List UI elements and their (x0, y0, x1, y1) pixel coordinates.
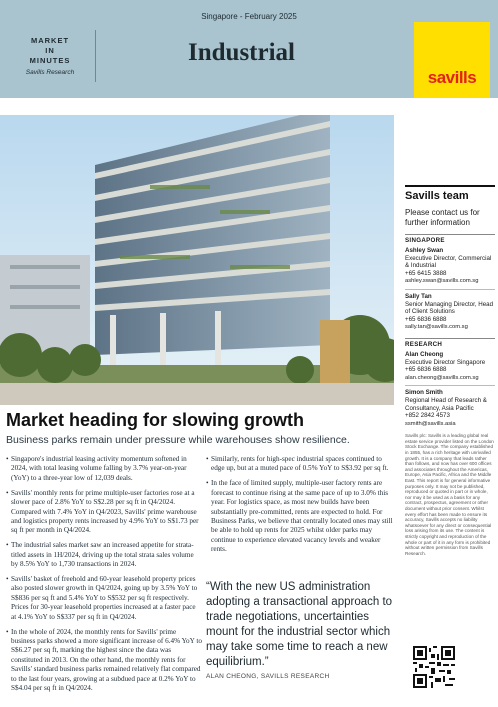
brand-line1: MARKET (30, 36, 70, 45)
header-divider (95, 30, 96, 82)
person-email[interactable]: alan.cheong@savills.com.sg (405, 374, 479, 381)
person-name: Sally Tan (405, 292, 432, 300)
bullet-paragraph: • In the whole of 2024, the monthly rents for Savills' prime business parks showed a more significant increase of 6.4% YoY to S$6.27 per sq ft, marking the highest since the data was constituted in 2013. On the other hand, the monthly rents for Savills' standard business parks remained relatively flat compared to the last four years, growing at a subdued pace at 0.2% YoY to S$4.04 per sq ft in Q4/2024. (6, 628, 202, 694)
bullet-paragraph: • In the face of limited supply, multiple-user factory rents are forecast to continue rising at the same pace of up to 3.0% this year. For logistics space, as most new builds have been substantially pre-committed, rents are expected to hold. For Business Parks, we believe that centrally located ones may still be able to hold up rents for 2025 whilst older parks may continue to experience elevated vacancy levels and weaker rents. (206, 479, 396, 554)
person-role: Senior Managing Director, Head of Client Solutions (405, 300, 494, 316)
quote-attribution: ALAN CHEONG, SAVILLS RESEARCH (206, 673, 330, 680)
brand-line3: MINUTES (29, 56, 71, 65)
sidebar-contacts (405, 185, 495, 556)
savills-logo (414, 22, 490, 98)
person-phone: +65 6415 3888 (405, 269, 447, 277)
brand-line2: IN (45, 46, 55, 55)
person-name: Alan Cheong (405, 350, 444, 358)
person-phone: +852 2842 4573 (405, 412, 450, 420)
divider (405, 289, 495, 290)
section-label: RESEARCH (405, 338, 495, 348)
person-phone: +65 6836 6888 (405, 366, 447, 374)
divider (405, 385, 495, 386)
disclaimer: Savills plc: Savills is a leading global real estate service provider listed on the London Stock Exchange. The company established in 1855, has a rich heritage with unrivalled growth. It is a company that leads rather than follows, and now has over 600 offices and associates throughout the Americas, Europe, Asia Pacific, Africa and the Middle East. This report is for general informative purposes only. It may not be published, reproduced or quoted in part or in whole, nor may it be used as a basis for any contract, prospectus, agreement or other document without prior consent. Whilst every effort has been made to ensure its accuracy, Savills accepts no liability whatsoever for any direct or consequential loss arising from its use. The content is strictly copyright and reproduction of the whole or part of it in any form is prohibited without written permission from Savills Research. (405, 433, 494, 556)
person-email[interactable]: ssmith@savills.asia (405, 420, 456, 427)
bullet-paragraph: • Savills' monthly rents for prime multiple-user factories rose at a slower pace of 2.8% YoY to S$2.28 per sq ft in Q4/2024. Compared with 7.4% YoY in Q4/2023, Savills' prime warehouse and logistics property rents increased by 4.9% YoY to S$1.73 per sq ft per month in Q4/2024. (6, 489, 202, 536)
page-title: Industrial (188, 39, 295, 66)
bullet-paragraph: • Similarly, rents for high-spec industrial spaces continued to edge up, but at a muted pace of 0.5% YoY to S$3.92 per sq ft. (206, 455, 396, 474)
market-in-minutes-brand (22, 36, 78, 78)
bullet-paragraph: • The industrial sales market saw an increased appetite for strata-titled assets in 1H/2024, driving up the total strata sales volume by 8.5% YoY to 1,730 transactions in 2024. (6, 541, 202, 569)
person-name: Ashley Swan (405, 247, 444, 254)
body-column-right (206, 455, 396, 560)
contact-person (405, 247, 495, 286)
qr-code-icon[interactable] (413, 646, 455, 688)
bullet-paragraph: • Savills' basket of freehold and 60-year leasehold property prices also posted slower growth in Q4/2024, going up by 3.5% YoY to S$836 per sq ft and 5.4% YoY to S$532 per sq ft respectively. Prices for 30-year leasehold properties increased at a faster pace at 4.1% YoY to S$337 per sq ft in Q4/2024. (6, 575, 202, 622)
person-role: Executive Director Singapore (405, 358, 486, 366)
building-illustration (0, 115, 394, 405)
headline: Market heading for slowing growth (6, 410, 305, 430)
logo-text: savills (427, 68, 477, 87)
contact-person (405, 389, 495, 428)
contact-person (405, 293, 495, 332)
office-building-photo (0, 115, 394, 405)
person-email[interactable]: ashley.swan@savills.com.sg (405, 278, 479, 285)
dateline: Singapore - February 2025 (201, 12, 297, 21)
contact-text: Please contact us for further information (405, 208, 480, 227)
person-role: Regional Head of Research & Consultancy, Asia Pacific (405, 396, 487, 412)
bullet-paragraph: • Singapore's industrial leasing activity momentum softened in 2024, with total leasing volume falling by 3.7% year-on-year (YoY) to a three-year low of 12,039 deals. (6, 455, 202, 483)
pull-quote (206, 580, 396, 680)
section-label: SINGAPORE (405, 234, 495, 244)
contact-person (405, 351, 495, 382)
subhead: Business parks remain under pressure while warehouses show resilience. (6, 434, 350, 446)
quote-text: “With the new US administration adopting a transactional approach to trade negotiations, uncertainties mount for the industrial sector which may take some time to reach a new equilibrium.” (206, 581, 393, 668)
brand-sub: Savills Research (25, 69, 75, 76)
person-name: Simon Smith (405, 389, 443, 397)
team-title: Savills team (405, 185, 495, 202)
person-email[interactable]: sally.tan@savills.com.sg (405, 324, 468, 331)
person-role: Executive Director, Commercial & Industrial (405, 254, 492, 270)
body-column-left (6, 455, 202, 699)
person-phone: +65 6836 6888 (405, 315, 447, 323)
